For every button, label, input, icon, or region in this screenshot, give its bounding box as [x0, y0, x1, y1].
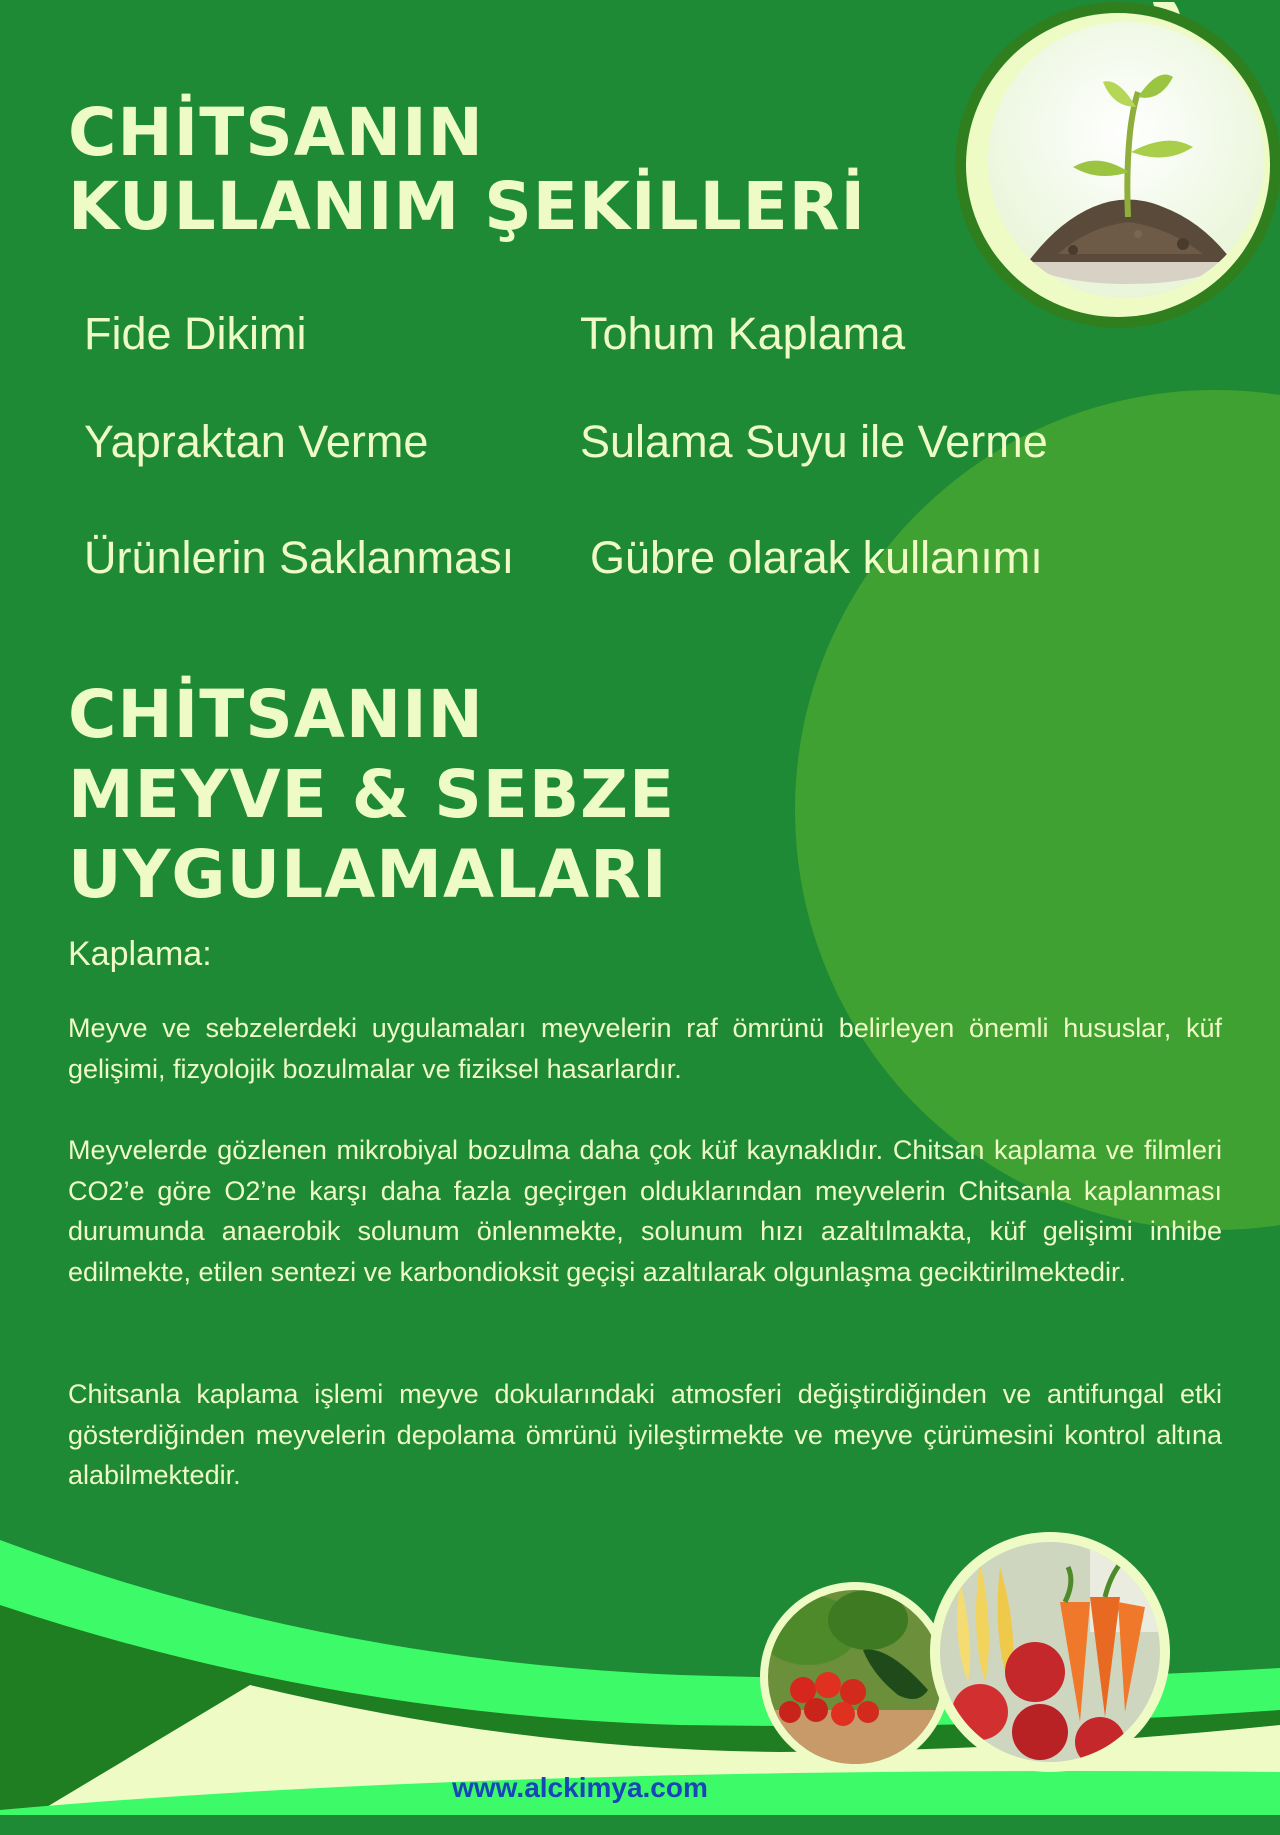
usage-item-urunlerin-saklanmasi: Ürünlerin Saklanması — [84, 532, 515, 583]
usage-item-sulama-suyu: Sulama Suyu ile Verme — [580, 416, 1048, 467]
coating-subheading: Kaplama: — [68, 935, 212, 973]
seedling-in-soil-photo — [988, 22, 1264, 298]
usage-title — [68, 96, 866, 244]
website-link[interactable]: www.alckimya.com — [452, 1772, 708, 1803]
paragraph-3: Chitsanla kaplama işlemi meyve dokularındaki atmosferi değiştirdiğinden ve antifungal etki gösterdiğinden meyvelerin depolama ömrünü iyileştirmekte ve meyve çürümesini kontrol altına alabilmektedir. — [68, 1379, 1222, 1490]
usage-item-fide-dikimi: Fide Dikimi — [84, 308, 307, 359]
applications-title — [68, 675, 675, 915]
usage-item-gubre: Gübre olarak kullanımı — [590, 532, 1043, 583]
usage-item-tohum-kaplama: Tohum Kaplama — [580, 308, 906, 359]
usage-title-line2: KULLANIM ŞEKİLLERİ — [68, 168, 867, 245]
applications-title-line1: CHİTSANIN — [68, 676, 484, 753]
tomatoes-cucumber-photo — [768, 1590, 942, 1764]
usage-title-line1: CHİTSANIN — [68, 94, 484, 171]
paragraph-1: Meyve ve sebzelerdeki uygulamaları meyvelerin raf ömrünü belirleyen önemli hususlar, küf gelişimi, fizyolojik bozulmalar ve fiziksel hasarlardır. — [68, 1013, 1222, 1084]
paragraph-2: Meyvelerde gözlenen mikrobiyal bozulma daha çok küf kaynaklıdır. Chitsan kaplama ve filmleri CO2’e göre O2’ne karşı daha fazla geçirgen olduklarından meyvelerin Chitsanla kaplanması durumunda anaerobik solunum önlenmekte, solunum hızı azaltılmakta, küf gelişimi inhibe edilmekte, etilen sentezi ve karbondioksit geçişi azaltılarak olgunlaşma geciktirilmektedir. — [68, 1135, 1222, 1287]
applications-title-line2: MEYVE & SEBZE — [68, 756, 676, 833]
fruits-vegetables-photo — [940, 1542, 1160, 1762]
decorative-circle — [795, 390, 1280, 1230]
usage-item-yapraktan-verme: Yapraktan Verme — [84, 416, 429, 467]
applications-title-line3: UYGULAMALARI — [68, 836, 668, 913]
